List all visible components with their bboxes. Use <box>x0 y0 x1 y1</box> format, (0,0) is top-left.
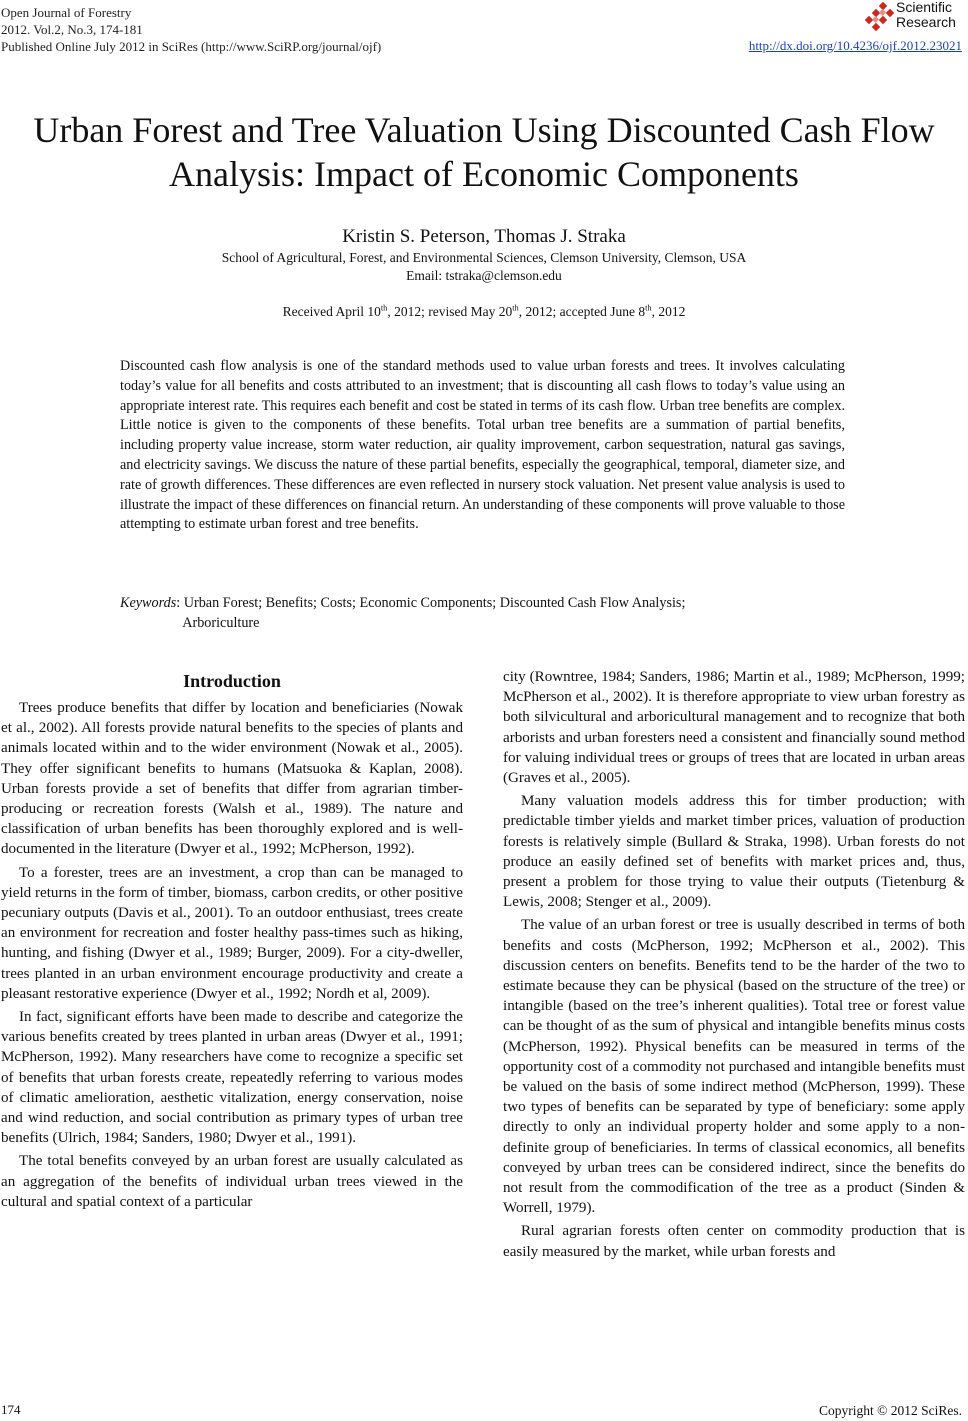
authors: Kristin S. Peterson, Thomas J. Straka <box>342 226 626 247</box>
keywords-label: Keywords <box>120 595 177 611</box>
paper-title <box>0 108 968 196</box>
journal-name: Open Journal of Forestry <box>1 5 132 20</box>
journal-volume: 2012. Vol.2, No.3, 174-181 <box>1 22 143 37</box>
paragraph: The value of an urban forest or tree is usually described in terms of both benefits and costs (McPherson, 1992; McPherson et al., 2002). This discussion centers on benefits. Benefits tend to be the harder of the two to estimate because they can be physical (based on the structure of the tree) or intangible (based on the tree’s inherent qualities). Total tree or forest value can be thought of as the sum of physical and intangible benefits minus costs (McPherson, 1992). Physical benefits can be measured in terms of the opportunity cost of a commodity not purchased and intangible benefits must be valued on the basis of some indirect method (McPherson, 1999). These two types of benefits can be separated by type of beneficiary: some apply directly to only an individual property holder and some apply to a non-definite group of beneficiaries. In terms of classical economics, all benefits conveyed by urban trees can be considered indirect, since the benefits do not result from the commodification of the tree as a product (Sinden & Worrell, 1979). <box>503 917 965 1217</box>
publisher-logo-icon <box>864 2 894 32</box>
logo-text-line2: Research <box>896 14 956 30</box>
keywords <box>120 594 845 634</box>
doi-link[interactable]: http://dx.doi.org/10.4236/ojf.2012.23021 <box>748 38 962 53</box>
paragraph: Many valuation models address this for timber production; with predictable timber yields and market timber prices, valuation of production forests is relatively simple (Bullard & Straka, 1998). Urban forests do not produce an easily defined set of benefits with market prices and, thus, present a problem for those trying to value their outputs (Tietenburg & Lewis, 2008; Stenger et al., 2009). <box>503 793 965 911</box>
journal-header <box>1 4 381 55</box>
publisher-logo <box>864 0 966 34</box>
paragraph: Rural agrarian forests often center on commodity production that is easily measured by the market, while urban forests and <box>503 1223 965 1260</box>
right-column <box>503 667 965 1265</box>
paper-title-line1: Urban Forest and Tree Valuation Using Discounted Cash Flow <box>33 110 935 150</box>
abstract: Discounted cash flow analysis is one of the standard methods used to value urban forests and trees. It involves calculating today’s value for all benefits and costs attributed to an investment; that is discounting all cash flows to today’s value using an appropriate interest rate. This requires each benefit and cost be stated in terms of its cash flow. Urban tree benefits are complex. Little notice is given to the components of these benefits. Total urban tree benefits are a summation of partial benefits, including property value increase, storm water reduction, air quality improvement, carbon sequestration, natural gas savings, and electricity savings. We discuss the nature of these partial benefits, especially the geographical, temporal, diameter size, and rate of growth differences. These differences are even reflected in nursery stock valuation. Net present value analysis is used to illustrate the impact of these differences on financial return. An understanding of these components will prove valuable to those attempting to estimate urban forest and tree benefits. <box>120 358 845 533</box>
paragraph: Trees produce benefits that differ by location and beneficiaries (Nowak et al., 2002). All forests provide natural benefits to the species of plants and animals located within and to the wider environment (Nowak et al., 2005). They offer significant benefits to humans (Matsuoka & Kaplan, 2008). Urban forests provide a set of benefits that differ from agrarian timber-producing or recreation forests (Walsh et al., 1989). The nature and classification of urban benefits has been thoroughly explored and is well-documented in the literature (Dwyer et al., 1992; McPherson, 1992). <box>1 700 463 858</box>
left-column <box>1 667 463 1215</box>
paper-title-line2: Analysis: Impact of Economic Components <box>169 154 799 194</box>
publication-info: Published Online July 2012 in SciRes (http://www.SciRP.org/journal/ojf) <box>1 39 382 54</box>
paragraph: To a forester, trees are an investment, a crop than can be managed to yield returns in the form of timber, biomass, carbon credits, or other positive pecuniary outputs (Davis et al., 2001). To an outdoor enthusiast, trees create an environment for recreation and foster healthy pass-times such as hiking, hunting, and fishing (Dwyer et al., 1989; Burger, 2009). For a city-dweller, trees planted in an urban environment encourage productivity and create a pleasant restorative experience (Dwyer et al., 1992; Nordh et al, 2009). <box>1 864 463 1002</box>
logo-text-line1: Scientific <box>896 0 953 15</box>
paragraph: The total benefits conveyed by an urban forest are usually calculated as an aggregation of the benefits of individual urban trees viewed in the cultural and spatial context of a particular <box>1 1153 463 1210</box>
section-heading-introduction: Introduction <box>183 671 281 691</box>
affiliation: School of Agricultural, Forest, and Environmental Sciences, Clemson University, Clemson, USA <box>221 250 747 265</box>
paragraph: In fact, significant efforts have been made to describe and categorize the various benefits created by trees planted in urban areas (Dwyer et al., 1991; McPherson, 1992). Many researchers have come to recognize a specific set of benefits that urban forests create, repeatedly referring to various modes of climatic amelioration, aesthetic vitalization, energy conservation, noise and wind reduction, and social contribution as primary types of urban tree benefits (Ulrich, 1984; Sanders, 1980; Dwyer et al., 1991). <box>1 1009 463 1147</box>
paragraph: city (Rowntree, 1984; Sanders, 1986; Martin et al., 1989; McPherson, 1999; McPherson et al., 2002). It is therefore appropriate to view urban forestry as both silvicultural and arboricultural management and to recognize that both arborists and urban foresters need a consistent and financially sound method for valuing individual trees or groups of trees that are located in urban areas (Graves et al., 2005). <box>503 669 965 787</box>
copyright: Copyright © 2012 SciRes. <box>818 1403 962 1418</box>
page-number: 174 <box>1 1402 21 1417</box>
author-email: Email: tstraka@clemson.edu <box>406 268 562 283</box>
received-dates: Received April 10th, 2012; revised May 20th, 2012; accepted June 8th, 2012 <box>282 303 686 319</box>
keywords-text: : Urban Forest; Benefits; Costs; Economic Components; Discounted Cash Flow Analysis; Arboriculture <box>176 595 686 631</box>
